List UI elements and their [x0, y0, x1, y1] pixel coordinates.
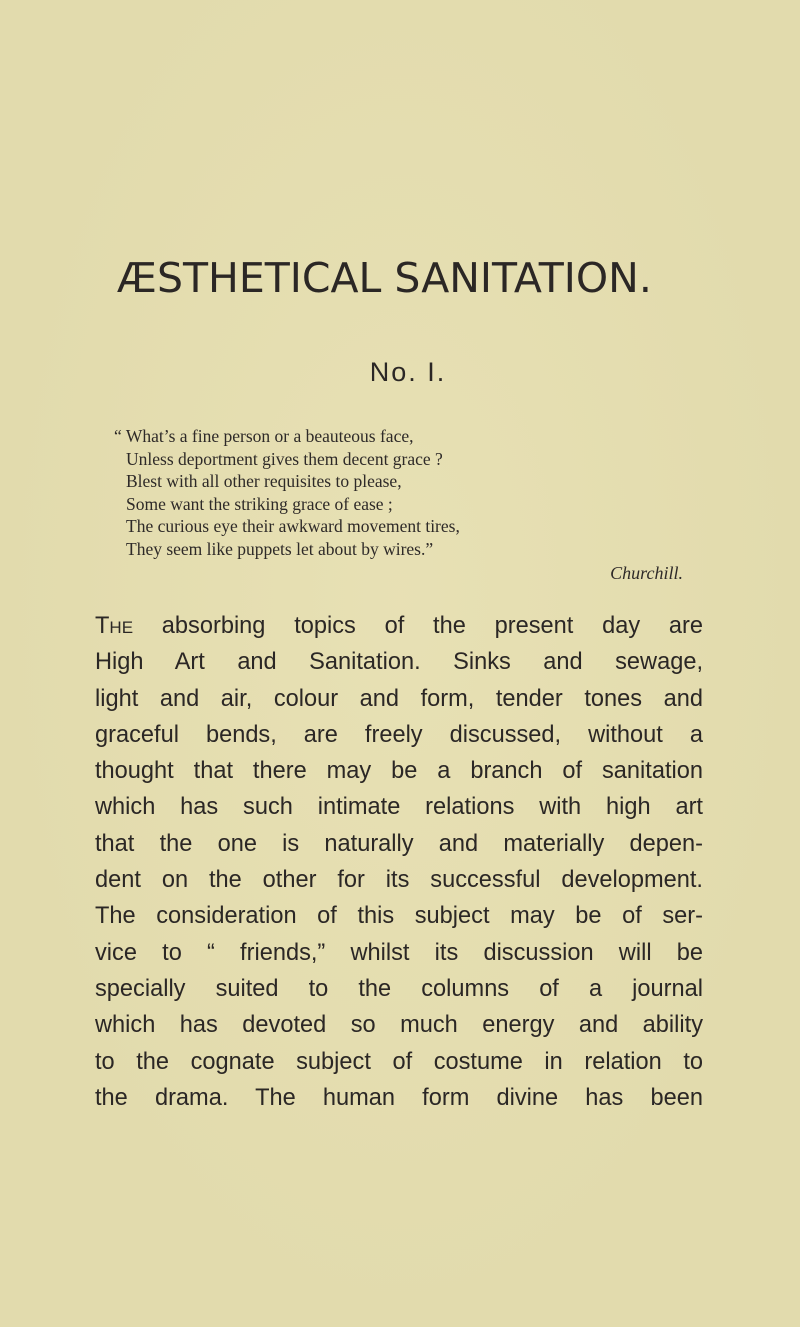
body-line: which has such intimate relations with high art [95, 794, 703, 821]
epigraph-line: Some want the striking grace of ease ; [126, 493, 393, 514]
body-line: to the cognate subject of costume in relation to [95, 1048, 703, 1075]
epigraph-line: The curious eye their awkward movement tires, [126, 516, 460, 537]
epigraph-line: “ What’s a fine person or a beauteous face, [114, 426, 414, 446]
epigraph-line: Unless deportment gives them decent grace ? [126, 448, 443, 469]
page-title: ÆSTHETICAL SANITATION. [117, 254, 652, 302]
body-line: The consideration of this subject may be of ser- [95, 903, 703, 930]
body-line-text: absorbing topics of the present day are [133, 613, 703, 639]
body-line: vice to “ friends,” whilst its discussion will be [95, 939, 703, 966]
issue-number: No. I. [369, 357, 447, 387]
body-line: thought that there may be a branch of sanitation [95, 758, 703, 785]
body-line: dent on the other for its successful development. [95, 867, 703, 894]
body-line: High Art and Sanitation. Sinks and sewage, [95, 649, 703, 676]
body-line: which has devoted so much energy and ability [95, 1012, 703, 1039]
body-line [95, 608, 703, 644]
body-line: specially suited to the columns of a journal [95, 975, 703, 1002]
body-line: light and air, colour and form, tender tones and [95, 685, 703, 712]
epigraph-line: Blest with all other requisites to please, [126, 471, 402, 492]
body-line: that the one is naturally and materially depen- [95, 830, 703, 857]
epigraph-attribution: Churchill. [610, 563, 683, 583]
epigraph-line: They seem like puppets let about by wires.” [126, 538, 434, 559]
epigraph-quote [114, 425, 686, 561]
body-paragraph [95, 608, 703, 1116]
body-line: the drama. The human form divine has been [95, 1084, 703, 1111]
body-line: graceful bends, are freely discussed, without a [95, 721, 703, 748]
opening-word: The [95, 613, 134, 639]
